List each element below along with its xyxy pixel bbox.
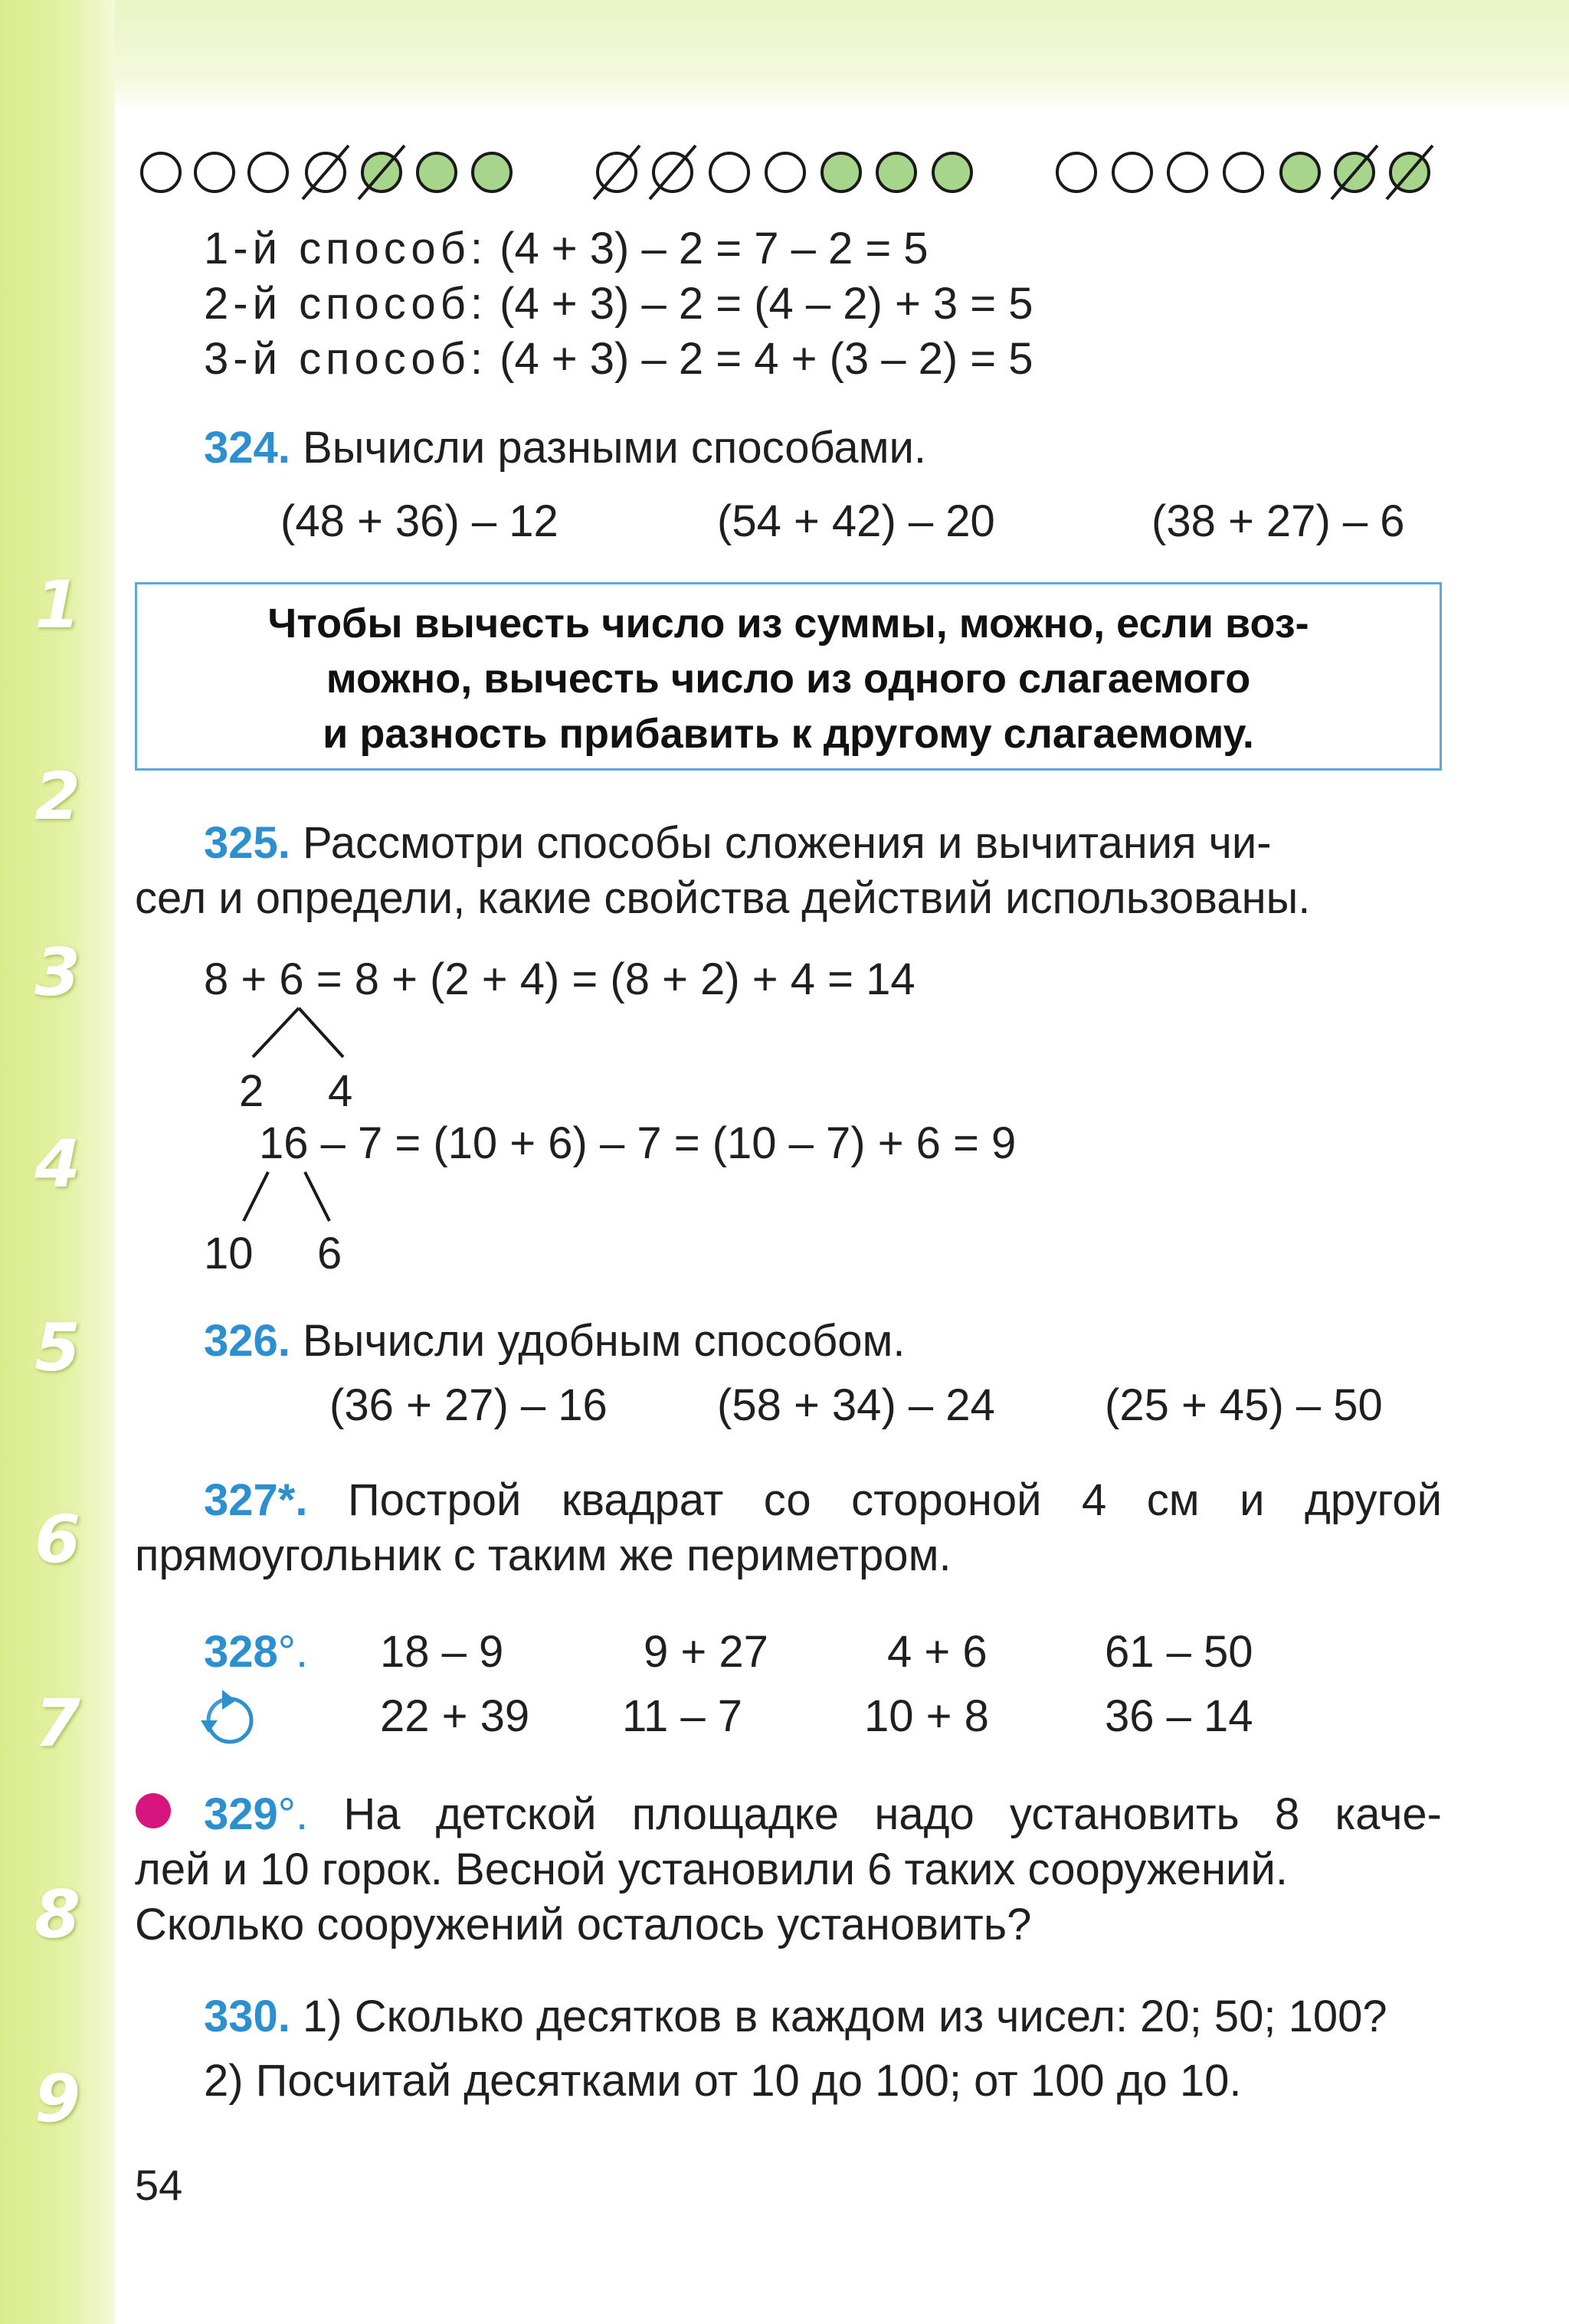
chapter-tab-4[interactable]: 4 <box>34 1126 80 1203</box>
circle-empty <box>195 153 234 191</box>
chapter-tab-9[interactable]: 9 <box>34 2061 80 2137</box>
rule-line-2: можно, вычесть число из одного слагаемого <box>326 656 1251 702</box>
method-line-2: 2-й способ: (4 + 3) – 2 = (4 – 2) + 3 = 5 <box>204 279 1033 329</box>
exercise-328-r2-c4: 36 – 14 <box>1105 1691 1253 1741</box>
exercise-328-r2-c1: 22 + 39 <box>380 1691 530 1741</box>
exercise-328-r2-c2: 11 – 7 <box>622 1691 742 1741</box>
exercise-324-expr-1: (48 + 36) – 12 <box>280 496 558 546</box>
circle-empty <box>710 153 748 191</box>
progress-circles <box>0 0 1569 230</box>
exercise-328-r1-c3: 4 + 6 <box>887 1627 988 1677</box>
rule-line-1: Чтобы вычесть число из суммы, можно, если воз- <box>267 601 1309 646</box>
exercise-329-line-1: 329°. На детской площадке надо установить 8 каче- <box>204 1789 1442 1839</box>
chapter-tab-6[interactable]: 6 <box>34 1501 80 1578</box>
exercise-324-expr-3: (38 + 27) – 6 <box>1151 496 1405 546</box>
exercise-327-line-1: 327*. Построй квадрат со стороной 4 см и другой <box>204 1475 1442 1525</box>
exercise-328-number: 328°. <box>204 1627 309 1677</box>
rule-line-3: и разность прибавить к другому слагаемому. <box>323 711 1254 757</box>
chapter-tab-1[interactable]: 1 <box>34 567 80 643</box>
split-part-6: 6 <box>317 1229 342 1278</box>
circle-filled <box>473 153 511 191</box>
circle-filled <box>1281 153 1319 191</box>
exercise-328-r1-c4: 61 – 50 <box>1105 1627 1253 1677</box>
method-line-3: 3-й способ: (4 + 3) – 2 = 4 + (3 – 2) = 5 <box>204 334 1033 384</box>
chapter-tab-3[interactable]: 3 <box>34 935 80 1011</box>
exercise-327-line-2: прямоугольник с таким же периметром. <box>135 1530 952 1580</box>
split-part-4: 4 <box>328 1066 353 1116</box>
circle-filled <box>418 153 456 191</box>
page-number: 54 <box>135 2161 183 2209</box>
circle-empty <box>249 153 287 191</box>
exercise-325-line-2: сел и определи, какие свойства действий использованы. <box>135 873 1311 923</box>
circle-empty <box>1057 153 1096 191</box>
exercise-324-heading: 324. Вычисли разными способами. <box>204 423 927 473</box>
chapter-tab-2[interactable]: 2 <box>34 758 80 835</box>
split-part-10: 10 <box>204 1229 254 1278</box>
circle-filled <box>877 153 916 191</box>
exercise-325-equation-1: 8 + 6 = 8 + (2 + 4) = (8 + 2) + 4 = 14 <box>204 954 916 1004</box>
exercise-328-r1-c2: 9 + 27 <box>644 1627 768 1677</box>
chapter-tab-7[interactable]: 7 <box>34 1685 80 1762</box>
exercise-328-r2-c3: 10 + 8 <box>864 1691 989 1741</box>
exercise-329-line-2: лей и 10 горок. Весной установили 6 таких сооружений. <box>135 1844 1288 1894</box>
exercise-326-expr-1: (36 + 27) – 16 <box>329 1380 608 1430</box>
circle-empty <box>142 153 180 191</box>
chapter-tab-8[interactable]: 8 <box>34 1877 80 1953</box>
exercise-324-expr-2: (54 + 42) – 20 <box>717 496 995 546</box>
circle-empty <box>766 153 804 191</box>
exercise-number: 327*. <box>204 1475 308 1525</box>
exercise-326-expr-2: (58 + 34) – 24 <box>717 1380 995 1430</box>
chapter-tab-5[interactable]: 5 <box>34 1310 80 1386</box>
exercise-number: 324. <box>204 423 290 473</box>
split-part-2: 2 <box>239 1066 264 1116</box>
exercise-329-line-3: Сколько сооружений осталось установить? <box>135 1900 1032 1949</box>
circle-empty <box>1224 153 1263 191</box>
exercise-330-line-1: 330. 1) Сколько десятков в каждом из чисел: 20; 50; 100? <box>204 1992 1387 2041</box>
exercise-325-line-1: 325. Рассмотри способы сложения и вычитания чи- <box>204 818 1272 868</box>
exercise-number: 326. <box>204 1316 290 1366</box>
exercise-325-equation-2: 16 – 7 = (10 + 6) – 7 = (10 – 7) + 6 = 9 <box>259 1118 1017 1168</box>
exercise-number: 330. <box>204 1992 290 2041</box>
chapter-tab-strip <box>0 0 115 2324</box>
exercise-326-expr-3: (25 + 45) – 50 <box>1105 1380 1383 1430</box>
method-line-1: 1-й способ: (4 + 3) – 2 = 7 – 2 = 5 <box>204 224 929 273</box>
exercise-330-line-2: 2) Посчитай десятками от 10 до 100; от 100 до 10. <box>204 2056 1242 2106</box>
exercise-number: 325. <box>204 818 290 868</box>
exercise-326-heading: 326. Вычисли удобным способом. <box>204 1316 906 1366</box>
circle-empty <box>1168 153 1207 191</box>
circle-filled <box>933 153 971 191</box>
circle-empty <box>1113 153 1151 191</box>
circle-filled <box>822 153 860 191</box>
rule-box <box>135 582 1442 771</box>
exercise-328-r1-c1: 18 – 9 <box>380 1627 504 1677</box>
